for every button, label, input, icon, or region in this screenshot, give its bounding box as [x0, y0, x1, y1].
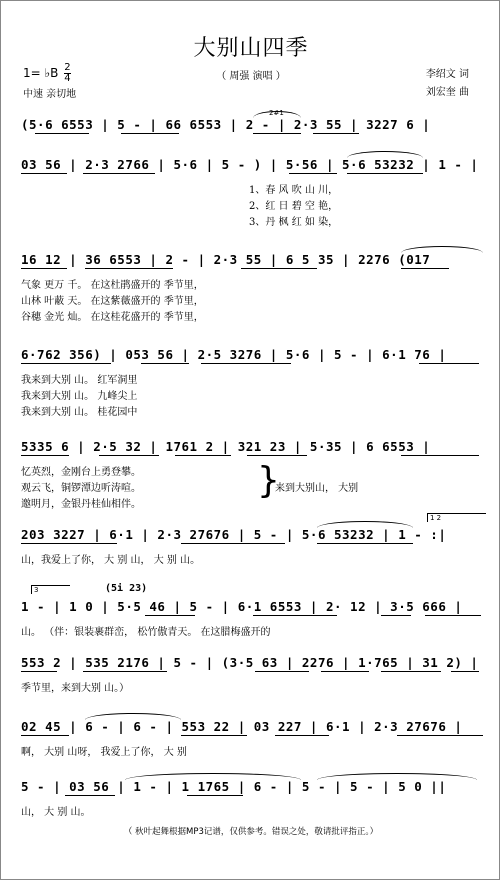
- triplet-bracket: 3: [31, 585, 70, 594]
- notation-line: 02 45 | 6 - | 6 - | 553 22 | 03 227 | 6·1 | 2·3 27676 |: [21, 719, 463, 734]
- notation-line: 5 - | 03 56 | 1 - | 1 1765 | 6 - | 5 - | 5 - | 5 0 ||: [21, 779, 447, 794]
- lyric-line: 山， 大 别 山。: [21, 807, 91, 818]
- lyric-verse-1: 我来到大别 山。 红军洞里: [21, 375, 138, 386]
- lyric-verse-3: 邀明月，金银丹桂仙相伴。: [21, 499, 141, 510]
- lyric-verse-3: 谷穗 金光 灿。 在这桂花盛开的 季节里，: [21, 312, 204, 323]
- notation-line: 6·762 356) | 053 56 | 2·5 3276 | 5·6 | 5 - | 6·1 76 |: [21, 347, 447, 362]
- lyric-verse-3: 3、丹 枫 红 如 染，: [249, 217, 339, 228]
- notation-line: 553 2 | 535 2176 | 5 - | (3·5 63 | 2276 | 1·765 | 31 2) |: [21, 655, 479, 670]
- lyric-verse-2: 我来到大别 山。 九峰尖上: [21, 391, 138, 402]
- time-denominator: 4: [64, 73, 71, 84]
- lyric-line: 季节里，来到大别 山。）: [21, 683, 130, 694]
- lyric-verse-2: 山林 叶蔽 天。 在这紫薇盛开的 季节里，: [21, 296, 204, 307]
- lyric-verse-2: 2、红 日 碧 空 艳，: [249, 201, 339, 212]
- lyric-verse-1: 忆英烈，金刚台上勇登攀。: [21, 467, 141, 478]
- lyric-verse-2: 观云飞，铜锣潭边听涛喧。: [21, 483, 141, 494]
- lyric-verse-1: 气象 更万 千。 在这杜鹃盛开的 季节里，: [21, 280, 204, 291]
- pickup-notes: (5i 23): [105, 583, 148, 594]
- lyric-verse-3: 我来到大别 山。 桂花园中: [21, 407, 138, 418]
- lyric-verse-1: 1、春 风 吹 山 川，: [249, 185, 339, 196]
- key-signature: [23, 63, 71, 84]
- notation-line: 16 12 | 36 6553 | 2 - | 2·3 55 | 6 5 35 | 2276 (017: [21, 252, 431, 267]
- lyric-line: 山。 （伴：银装裹群峦， 松竹傲青天。 在这腊梅盛开的: [21, 627, 271, 638]
- notation-line: (5·6 6553 | 5 - | 66 6553 | 2 - | 2·3 55 | 3227 6 |: [21, 117, 431, 132]
- composer-credit: 刘宏奎 曲: [425, 87, 469, 98]
- grace-note: 2#1: [269, 109, 284, 117]
- notation-line: 203 3227 | 6·1 | 2·3 27676 | 5 - | 5·6 53232 | 1 - :|: [21, 527, 447, 542]
- lyric-line: 啊， 大别 山呀， 我爱上了你， 大 别: [21, 747, 187, 758]
- time-numerator: 2: [64, 62, 71, 73]
- verse-brace: }: [257, 460, 280, 501]
- notation-line: 1 - | 1 0 | 5·5 46 | 5 - | 6·1 6553 | 2· 12 | 3·5 666 |: [21, 599, 463, 614]
- notation-line: 03 56 | 2·3 2766 | 5·6 | 5 - ) | 5·56 | 5·6 53232 | 1 - |: [21, 157, 479, 172]
- notation-line: 5335 6 | 2·5 32 | 1761 2 | 321 23 | 5·35 | 6 6553 |: [21, 439, 431, 454]
- tempo-marking: 中速 亲切地: [23, 89, 77, 100]
- singer-credit: （ 周强 演唱 ）: [216, 71, 286, 82]
- brace-lyric: 来到大别山， 大别: [275, 483, 359, 494]
- song-title: 大别山四季: [193, 36, 309, 61]
- time-signature: [64, 63, 70, 84]
- transcriber-note: （ 秋叶起舞根据MP3记谱，仅供参考。错误之处，敬请批评指正。）: [123, 827, 379, 837]
- lyric-line: 山，我爱上了你， 大 别 山， 大 别 山。: [21, 555, 201, 566]
- key-label: 1= ♭B: [23, 66, 59, 80]
- volta-bracket: 1 2: [427, 513, 486, 522]
- lyricist-credit: 李绍文 词: [425, 69, 469, 80]
